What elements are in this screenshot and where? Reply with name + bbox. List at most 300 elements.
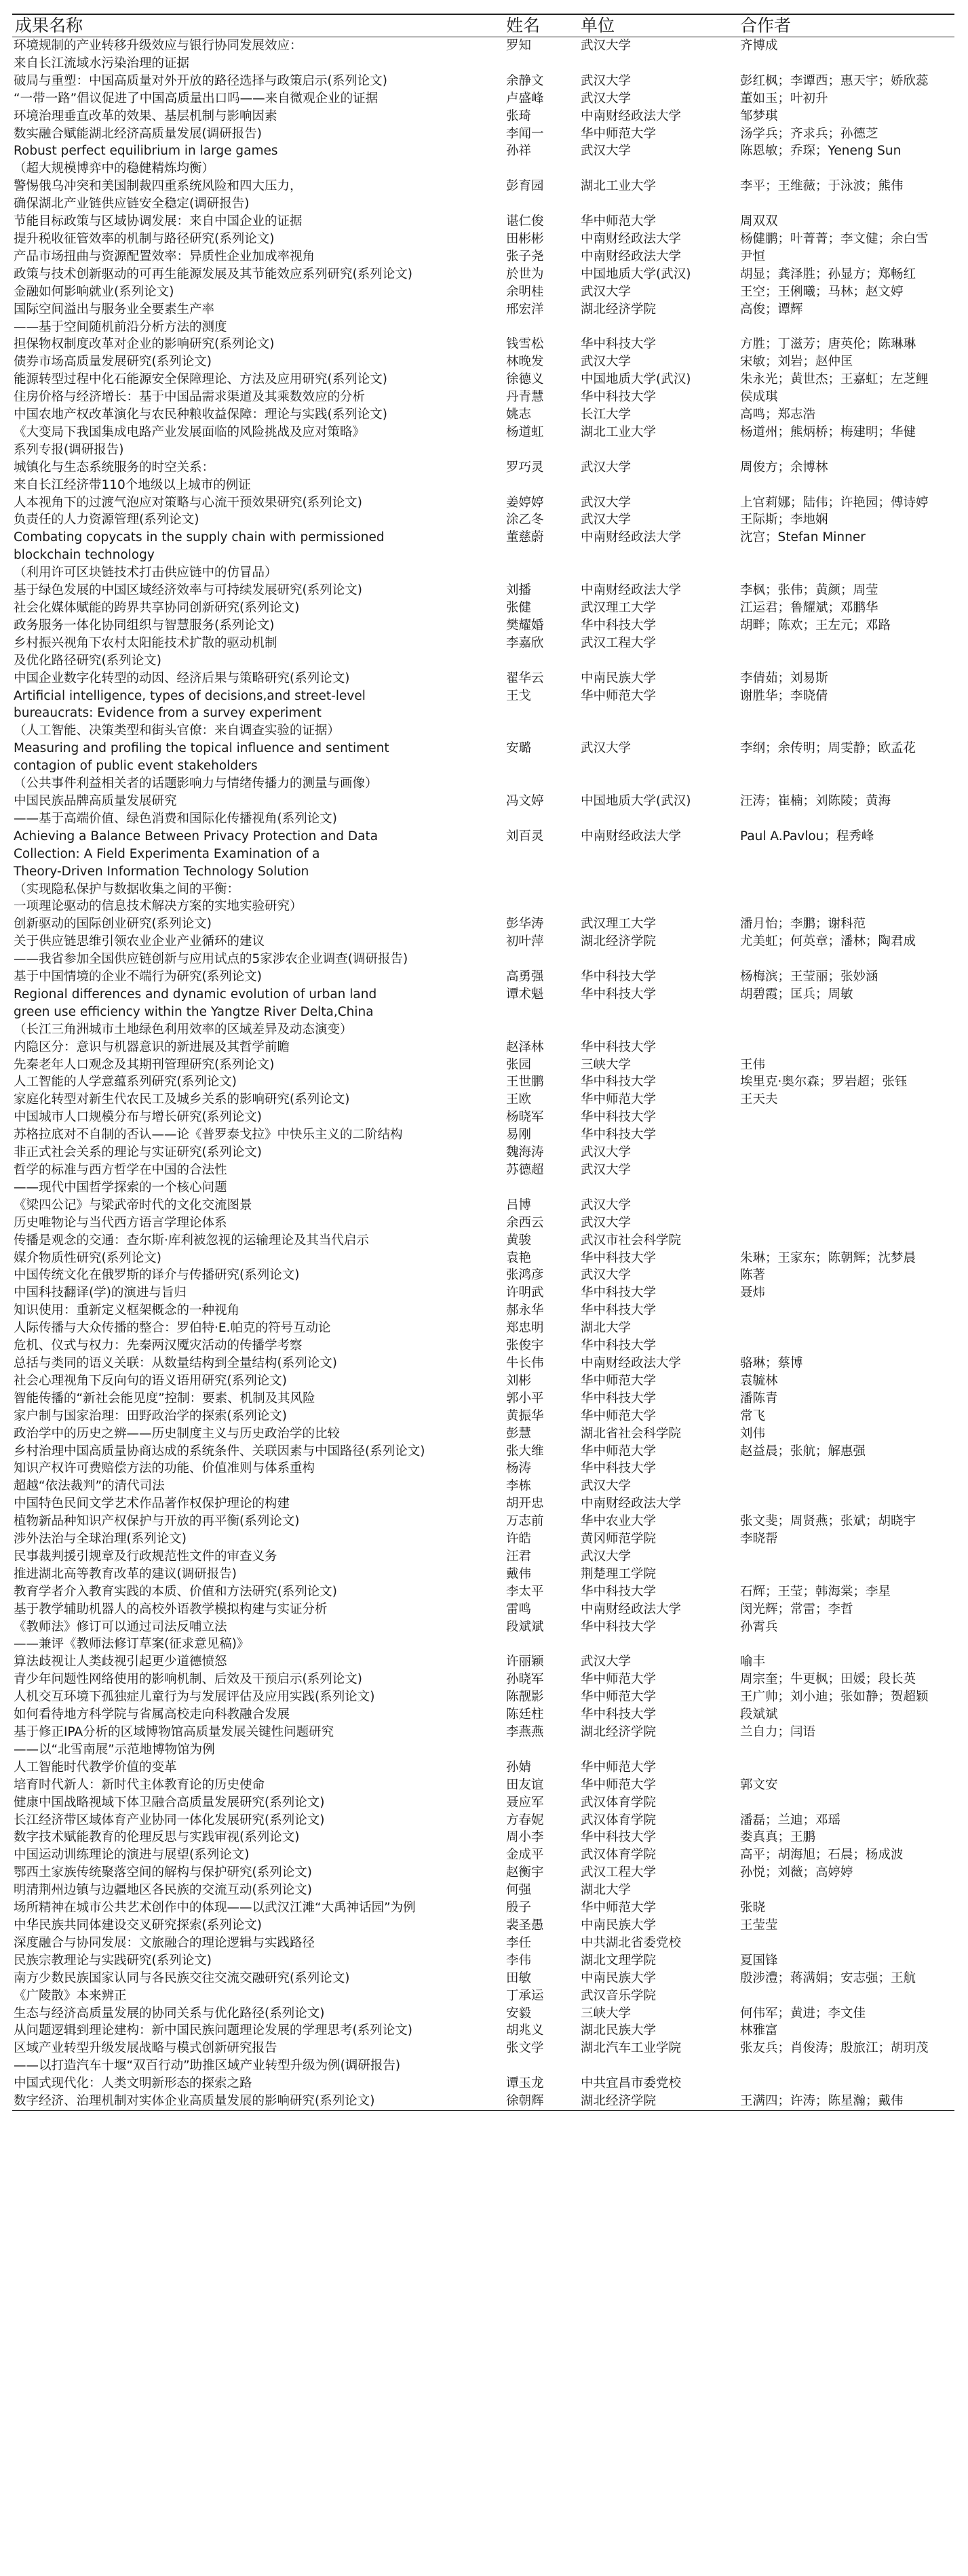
title-line: 政务服务一体化协同组织与智慧服务(系列论文)	[14, 618, 275, 633]
collaborators: 周宗奎；牛更枫；田媛；段长英	[740, 1672, 916, 1687]
collaborators: 杨健鹏；叶菁菁；李文健；余白雪	[740, 231, 929, 246]
table-row	[12, 1302, 954, 1320]
table-row	[12, 529, 954, 582]
collaborators: 杨道州；熊炳桥；梅建明；华健	[740, 424, 916, 439]
achievements-table	[12, 14, 954, 2111]
table-row	[12, 1987, 954, 2005]
collaborators	[737, 635, 954, 670]
collaborators: 刘伟	[740, 1426, 766, 1441]
author-name: 黄振华	[506, 1408, 544, 1423]
author-unit: 华中师范大学	[581, 126, 657, 141]
author-unit: 中国地质大学(武汉)	[581, 372, 691, 387]
title-line: 节能目标政策与区域协调发展：来自中国企业的证据	[14, 214, 303, 229]
table-row	[12, 2093, 954, 2110]
author-name: 张鸿彦	[506, 1268, 544, 1283]
author-unit: 湖北工业大学	[581, 179, 657, 194]
title-line: ——以“北雪南展”示范地博物馆为例	[14, 1742, 215, 1757]
table-row	[12, 2040, 954, 2075]
author-name: 杨涛	[506, 1461, 532, 1476]
table-row	[12, 1056, 954, 1074]
author-name: 裴圣愚	[506, 1918, 544, 1933]
author-name: 杨道虹	[506, 424, 544, 439]
table-row	[12, 1478, 954, 1495]
table-row	[12, 108, 954, 125]
table-row	[12, 1917, 954, 1935]
author-unit: 武汉大学	[581, 460, 632, 475]
achievement-title	[12, 511, 503, 529]
collaborators: 王空；王俐曦；马林；赵文婷	[740, 284, 904, 299]
author-name: 彭慧	[506, 1426, 532, 1441]
achievement-title	[12, 1864, 503, 1882]
author-unit: 华中师范大学	[581, 1092, 657, 1107]
collaborators: 尤美虹；何英章；潘林；陶君成	[740, 934, 916, 949]
collaborators: 谢胜华；李晓倩	[740, 688, 828, 703]
achievement-title	[12, 1056, 503, 1074]
author-unit: 武汉体育学院	[581, 1795, 657, 1810]
title-line: 系列专报(调研报告)	[14, 442, 124, 457]
author-unit: 中南财经政法大学	[581, 231, 682, 246]
title-line: 历史唯物论与当代西方语言学理论体系	[14, 1215, 227, 1230]
author-unit: 中南财经政法大学	[581, 1602, 682, 1617]
achievement-title	[12, 1250, 503, 1267]
author-unit: 华中科技大学	[581, 1128, 657, 1143]
author-name: 孙晓军	[506, 1672, 544, 1687]
title-line: （实现隐私保护与数据收集之间的平衡：	[14, 881, 240, 896]
achievement-title	[12, 1794, 503, 1812]
achievement-title	[12, 1039, 503, 1056]
author-unit: 中国地质大学(武汉)	[581, 266, 691, 281]
author-unit: 华中师范大学	[581, 1373, 657, 1388]
achievement-title	[12, 73, 503, 90]
table-row	[12, 582, 954, 599]
title-line: 基于修正IPA分析的区域博物馆高质量发展关键性问题研究	[14, 1725, 334, 1739]
author-name: 李燕燕	[506, 1725, 544, 1739]
collaborators: 常飞	[740, 1408, 766, 1423]
title-line: 健康中国战略视域下体卫融合高质量发展研究(系列论文)	[14, 1795, 325, 1810]
table-row	[12, 1267, 954, 1284]
achievement-title	[12, 599, 503, 617]
table-row	[12, 1671, 954, 1688]
table-row	[12, 1864, 954, 1882]
author-name: 李任	[506, 1935, 532, 1950]
achievement-title	[12, 142, 503, 178]
author-name: 徐朝辉	[503, 2093, 578, 2110]
author-unit: 武汉大学	[581, 355, 632, 370]
collaborators: 陈著	[740, 1268, 766, 1283]
achievement-title	[12, 1952, 503, 1970]
title-line: Combating copycats in the supply chain with permissioned	[14, 530, 385, 545]
collaborators	[737, 2075, 954, 2093]
collaborators: 胡畔；陈欢；王左元；邓路	[740, 618, 891, 633]
achievement-title	[12, 371, 503, 389]
achievement-title	[12, 406, 503, 424]
achievement-title	[12, 353, 503, 371]
table-row	[12, 424, 954, 459]
author-unit: 湖北工业大学	[581, 424, 657, 439]
achievement-title	[12, 1653, 503, 1671]
table-row	[12, 1846, 954, 1864]
table-row	[12, 617, 954, 635]
collaborators: 潘陈青	[740, 1391, 778, 1406]
author-unit: 中共宜昌市委党校	[581, 2076, 682, 2091]
table-row	[12, 1390, 954, 1408]
title-line: 苏格拉底对不自制的否认——论《普罗泰戈拉》中快乐主义的二阶结构	[14, 1128, 403, 1143]
table-row	[12, 1039, 954, 1056]
title-line: 从问题逻辑到理论建构：新中国民族问题理论发展的学理思考(系列论文)	[14, 2023, 412, 2038]
title-line: 民族宗教理论与实践研究(系列论文)	[14, 1953, 212, 1968]
collaborators: 段斌斌	[740, 1707, 778, 1722]
author-name: 郝永华	[506, 1303, 544, 1318]
title-line: Artificial intelligence, types of decisions,and street-level	[14, 688, 366, 703]
collaborators: 张文斐；周贤燕；张斌；胡晓宇	[740, 1514, 916, 1529]
title-line: 数实融合赋能湖北经济高质量发展(调研报告)	[14, 126, 262, 141]
achievement-title	[12, 1706, 503, 1724]
title-line: （超大规模博弈中的稳健精炼均衡）	[14, 161, 215, 176]
author-unit: 中共湖北省委党校	[581, 1935, 682, 1950]
title-line: ——基于高端价值、绿色消费和国际化传播视角(系列论文)	[14, 811, 337, 826]
collaborators	[737, 1460, 954, 1478]
author-unit: 华中科技大学	[581, 1075, 657, 1090]
author-unit: 武汉大学	[581, 1268, 632, 1283]
author-name: 万志前	[506, 1514, 544, 1529]
collaborators	[737, 1232, 954, 1250]
table-row	[12, 1899, 954, 1917]
author-unit: 湖北大学	[581, 1321, 632, 1336]
table-row	[12, 1513, 954, 1530]
collaborators: 陈恩敏；乔琛；Yeneng Sun	[740, 144, 902, 159]
table-row	[12, 1162, 954, 1197]
achievement-title	[12, 915, 503, 933]
author-name: 田彬彬	[506, 231, 544, 246]
author-name: 高勇强	[506, 970, 544, 985]
title-line: 《大变局下我国集成电路产业发展面临的风险挑战及应对策略》	[14, 424, 366, 439]
author-name: 董慈蔚	[506, 530, 544, 545]
achievement-title	[12, 1935, 503, 1952]
achievement-title	[12, 2005, 503, 2023]
collaborators: 齐博成	[740, 39, 778, 53]
achievement-title	[12, 266, 503, 283]
title-line: 区域产业转型升级发展战略与模式创新研究报告	[14, 2041, 277, 2056]
title-line: 《梁四公记》与梁武帝时代的文化交流图景	[14, 1197, 252, 1212]
table-row	[12, 231, 954, 248]
collaborators: 高俊；谭辉	[740, 302, 803, 317]
author-name: 钱雪松	[506, 337, 544, 352]
title-line: 非正式社会关系的理论与实证研究(系列论文)	[14, 1145, 262, 1160]
author-name: 王欧	[506, 1092, 532, 1107]
title-line: 生态与经济高质量发展的协同关系与优化路径(系列论文)	[14, 2006, 325, 2021]
author-name: 彭华涛	[506, 917, 544, 932]
table-row	[12, 1970, 954, 1987]
achievement-title	[12, 1987, 503, 2005]
table-row	[12, 915, 954, 933]
collaborators	[737, 1759, 954, 1777]
title-line: 传播是观念的交通：查尔斯·库利被忽视的运输理论及其当代启示	[14, 1233, 369, 1248]
title-line: 产品市场扭曲与资源配置效率：异质性企业加成率视角	[14, 249, 315, 264]
author-name: 张健	[506, 601, 532, 615]
author-name: 谌仁俊	[506, 214, 544, 229]
collaborators: 何伟军；黄进；李文佳	[740, 2006, 866, 2021]
collaborators: 董如玉；叶初升	[740, 91, 828, 106]
achievement-title	[12, 1320, 503, 1337]
title-line: 基于绿色发展的中国区域经济效率与可持续发展研究(系列论文)	[14, 583, 362, 598]
collaborators	[737, 1935, 954, 1952]
title-line: contagion of public event stakeholders	[14, 759, 258, 774]
author-name: 李嘉欣	[506, 635, 544, 650]
title-line: 《教师法》修订可以通过司法反哺立法	[14, 1619, 227, 1634]
table-row	[12, 1408, 954, 1425]
author-name: 翟华云	[506, 671, 544, 686]
achievement-title	[12, 125, 503, 143]
achievement-title	[12, 582, 503, 599]
title-line: ——兼评《教师法修订草案(征求意见稿)》	[14, 1637, 250, 1652]
title-line: 哲学的标准与西方哲学在中国的合法性	[14, 1163, 227, 1177]
author-name: 余静文	[506, 73, 544, 88]
title-line: 确保湖北产业链供应链安全稳定(调研报告)	[14, 197, 250, 212]
title-line: 住房价格与经济增长：基于中国品需求渠道及其乘数效应的分析	[14, 390, 366, 405]
author-unit: 长江大学	[581, 408, 632, 422]
author-name: 张文学	[506, 2041, 544, 2056]
collaborators	[737, 1794, 954, 1812]
achievement-title	[12, 1812, 503, 1829]
title-line: 数字技术赋能教育的伦理反思与实践审视(系列论文)	[14, 1830, 300, 1845]
title-line: 一项理论驱动的信息技术解决方案的实地实验研究）	[14, 899, 303, 914]
table-row	[12, 336, 954, 353]
table-row	[12, 688, 954, 740]
achievement-title	[12, 108, 503, 125]
title-line: 明清荆州边镇与边疆地区各民族的交流互动(系列论文)	[14, 1883, 312, 1898]
collaborators: Paul A.Pavlou；程秀峰	[740, 829, 874, 844]
table-body	[12, 37, 954, 2111]
title-line: 破局与重塑：中国高质量对外开放的路径选择与政策启示(系列论文)	[14, 73, 387, 88]
author-name: 张琦	[506, 108, 532, 123]
author-name: 方春妮	[506, 1812, 544, 1827]
table-row	[12, 1109, 954, 1126]
title-line: 教育学者介入教育实践的本质、价值和方法研究(系列论文)	[14, 1584, 337, 1599]
table-row	[12, 1601, 954, 1619]
title-line: 中国特色民间文学艺术作品著作权保护理论的构建	[14, 1497, 290, 1511]
achievement-title	[12, 2075, 503, 2093]
author-unit: 武汉理工大学	[581, 917, 657, 932]
collaborators: 兰自力；闫语	[740, 1725, 816, 1739]
author-unit: 荆楚理工学院	[581, 1566, 657, 1581]
table-row	[12, 1935, 954, 1952]
author-unit: 华中师范大学	[581, 1777, 657, 1792]
achievement-title	[12, 1425, 503, 1443]
table-row	[12, 1232, 954, 1250]
author-unit: 华中科技大学	[581, 618, 657, 633]
title-line: 数字经济、治理机制对实体企业高质量发展的影响研究(系列论文)	[14, 2094, 375, 2109]
achievement-title	[12, 231, 503, 248]
author-unit: 湖北大学	[581, 1883, 632, 1898]
collaborators: 宋敏；刘岩；赵仲匡	[740, 355, 853, 370]
author-name: 杨晓军	[506, 1110, 544, 1125]
author-name: 田敏	[506, 1970, 532, 1985]
title-line: 中国企业数字化转型的动因、经济后果与策略研究(系列论文)	[14, 671, 350, 686]
title-line: 长江经济带区域体育产业协同一体化发展研究(系列论文)	[14, 1812, 325, 1827]
title-line: 知识产权许可费赔偿方法的功能、价值准则与体系重构	[14, 1461, 315, 1476]
table-row	[12, 933, 954, 968]
author-unit: 湖北经济学院	[578, 2093, 737, 2110]
author-name: 戴伟	[506, 1566, 532, 1581]
achievement-title	[12, 213, 503, 231]
collaborators: 胡碧霞；匡兵；周敏	[740, 987, 853, 1002]
table-row	[12, 1460, 954, 1478]
title-line: 基于教学辅助机器人的高校外语教学模拟构建与实证分析	[14, 1602, 328, 1617]
author-name: 丁承运	[506, 1988, 544, 2003]
title-line: 社会心理视角下反向句的语义语用研究(系列论文)	[14, 1373, 287, 1388]
collaborators	[737, 1302, 954, 1320]
collaborators: 彭红枫；李谭西；惠天宇；娇欣蕊	[740, 73, 929, 88]
author-unit: 华中科技大学	[581, 1391, 657, 1406]
collaborators	[737, 1162, 954, 1197]
achievement-title	[12, 1882, 503, 1899]
author-name: 李伟	[506, 1953, 532, 1968]
achievement-title	[12, 1478, 503, 1495]
title-line: 乡村振兴视角下农村太阳能技术扩散的驱动机制	[14, 635, 277, 650]
collaborators: 周双双	[740, 214, 778, 229]
author-unit: 华中师范大学	[581, 1901, 657, 1916]
achievement-title	[12, 1372, 503, 1390]
author-unit: 武汉市社会科学院	[581, 1233, 682, 1248]
achievement-title	[12, 459, 503, 494]
table-row	[12, 1197, 954, 1214]
collaborators: 高鸣；郑志浩	[740, 408, 816, 422]
achievement-title	[12, 1899, 503, 1917]
table-row	[12, 2075, 954, 2093]
title-line: 深度融合与协同发展：文旅融合的理论逻辑与实践路径	[14, 1935, 315, 1950]
table-row	[12, 1284, 954, 1302]
author-name: 林晚发	[506, 355, 544, 370]
table-row	[12, 1126, 954, 1144]
title-line: 培育时代新人：新时代主体教育论的历史使命	[14, 1777, 265, 1792]
achievement-title	[12, 1162, 503, 1197]
achievement-title	[12, 1460, 503, 1478]
title-line: 人本视角下的过渡气泡应对策略与心流干预效果研究(系列论文)	[14, 495, 362, 510]
title-line: 能源转型过程中化石能源安全保障理论、方法及应用研究(系列论文)	[14, 372, 387, 387]
table-row	[12, 37, 954, 73]
author-name: 初叶萍	[506, 934, 544, 949]
author-unit: 湖北经济学院	[581, 302, 657, 317]
author-name: 胡兆义	[506, 2023, 544, 2038]
title-line: 中国民族品牌高质量发展研究	[14, 793, 177, 808]
table-row	[12, 90, 954, 108]
author-name: 姚志	[506, 408, 532, 422]
author-unit: 武汉大学	[581, 39, 632, 53]
collaborators: 石辉；王莹；韩海棠；李星	[740, 1584, 891, 1599]
collaborators: 王广帅；刘小迪；张如静；贺超颖	[740, 1690, 929, 1705]
title-line: Theory-Driven Information Technology Solution	[14, 864, 309, 879]
title-line: ——基于空间随机前沿分析方法的测度	[14, 319, 227, 334]
achievement-title	[12, 90, 503, 108]
collaborators: 李纲；余传明；周雯静；欧孟花	[740, 741, 916, 756]
table-row	[12, 1653, 954, 1671]
achievement-title	[12, 2022, 503, 2040]
table-row	[12, 1443, 954, 1461]
collaborators: 周俊方；余博林	[740, 460, 828, 475]
achievement-title	[12, 1267, 503, 1284]
author-name: 聂应军	[506, 1795, 544, 1810]
collaborators: 娄真真；王鹏	[740, 1830, 816, 1845]
author-name: 吕博	[506, 1197, 532, 1212]
collaborators: 江运君；鲁耀斌；邓鹏华	[740, 601, 878, 615]
author-name: 张大维	[506, 1444, 544, 1459]
author-name: 彭育园	[506, 179, 544, 194]
author-unit: 中南财经政法大学	[581, 583, 682, 598]
author-name: 金成平	[506, 1848, 544, 1863]
collaborators: 方胜；丁滋芳；唐英伦；陈琳琳	[740, 337, 916, 352]
author-unit: 武汉大学	[581, 1654, 632, 1669]
achievement-title	[12, 617, 503, 635]
title-line: 负责任的人力资源管理(系列论文)	[14, 513, 199, 528]
author-unit: 中南财经政法大学	[581, 108, 682, 123]
achievement-title	[12, 1390, 503, 1408]
author-unit: 武汉大学	[581, 1197, 632, 1212]
title-line: 城镇化与生态系统服务的时空关系：	[14, 460, 215, 475]
achievement-title	[12, 933, 503, 968]
author-name: 汪君	[506, 1549, 532, 1564]
title-line: 家庭化转型对新生代农民工及城乡关系的影响研究(系列论文)	[14, 1092, 350, 1107]
author-name: 黄骏	[506, 1233, 532, 1248]
title-line: bureaucrats: Evidence from a survey experiment	[14, 706, 322, 721]
author-name: 周小李	[506, 1830, 544, 1845]
collaborators: 汪涛；崔楠；刘陈陵；黄海	[740, 793, 891, 808]
author-name: 於世为	[506, 266, 544, 281]
author-unit: 湖北汽车工业学院	[581, 2041, 682, 2056]
author-name: 罗知	[506, 39, 532, 53]
achievement-title	[12, 688, 503, 740]
author-unit: 武汉大学	[581, 495, 632, 510]
title-line: 超越“依法裁判”的清代司法	[14, 1479, 165, 1494]
author-unit: 华中科技大学	[581, 987, 657, 1002]
title-line: 担保物权制度改革对企业的影响研究(系列论文)	[14, 337, 275, 352]
collaborators: 喻丰	[740, 1654, 766, 1669]
table-row	[12, 1777, 954, 1794]
title-line: “一带一路”倡议促进了中国高质量出口吗——来自微观企业的证据	[14, 91, 379, 106]
author-unit: 华中师范大学	[581, 1690, 657, 1705]
author-unit: 华中科技大学	[581, 1707, 657, 1722]
table-row	[12, 1548, 954, 1566]
table-row	[12, 371, 954, 389]
achievement-title	[12, 336, 503, 353]
author-name: 邢宏洋	[506, 302, 544, 317]
header-unit: 单位	[578, 14, 737, 37]
collaborators: 李枫；张伟；黄颜；周莹	[740, 583, 878, 598]
author-unit: 华中科技大学	[581, 1461, 657, 1476]
collaborators	[737, 1214, 954, 1232]
table-row	[12, 1812, 954, 1829]
author-name: 李栋	[506, 1479, 532, 1494]
collaborators: 尹恒	[740, 249, 766, 264]
title-line: Collection: A Field Experimenta Examination of a	[14, 846, 320, 861]
achievement-title	[12, 1513, 503, 1530]
author-unit: 华中农业大学	[581, 1514, 657, 1529]
collaborators: 张晓	[740, 1901, 766, 1916]
collaborators	[737, 1495, 954, 1513]
table-row	[12, 459, 954, 494]
title-line: 《广陵散》本来辨正	[14, 1988, 127, 2003]
table-row	[12, 266, 954, 283]
collaborators: 朱琳；王家东；陈朝辉；沈梦晨	[740, 1250, 916, 1265]
author-name: 郑忠明	[506, 1321, 544, 1336]
author-unit: 武汉体育学院	[581, 1848, 657, 1863]
author-name: 涂乙冬	[506, 513, 544, 528]
table-row	[12, 142, 954, 178]
achievement-title	[12, 1970, 503, 1987]
title-line: 如何看待地方科学院与省属高校走向科教融合发展	[14, 1707, 290, 1722]
author-unit: 湖北经济学院	[581, 1725, 657, 1739]
table-row	[12, 511, 954, 529]
collaborators	[737, 1197, 954, 1214]
